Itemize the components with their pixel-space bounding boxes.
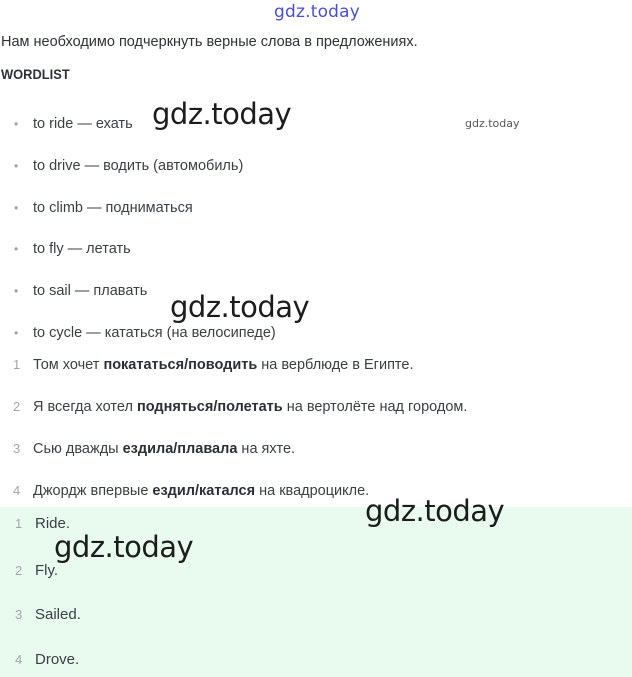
task-number: 1 — [13, 357, 21, 372]
task-text-before: Джордж впервые — [33, 483, 153, 499]
wordlist-item-text: to sail — плавать — [33, 283, 148, 299]
watermark: gdz.today — [54, 530, 194, 564]
watermark: gdz.today — [465, 117, 520, 130]
wordlist-item — [14, 283, 147, 299]
wordlist-item — [14, 158, 243, 174]
task-item — [13, 483, 369, 499]
task-text-after: на вертолёте над городом. — [282, 399, 468, 415]
bullet-icon: • — [14, 326, 19, 340]
wordlist-item-text: to fly — летать — [33, 241, 131, 257]
answer-text: Fly. — [35, 562, 59, 579]
task-choice: подняться/полетать — [136, 399, 283, 415]
task-text-before: Я всегда хотел — [33, 399, 137, 415]
task-number: 3 — [13, 441, 21, 456]
answer-item — [15, 606, 81, 623]
bullet-icon: • — [14, 117, 19, 131]
task-choice: ездила/плавала — [122, 441, 238, 457]
answer-number: 3 — [15, 607, 23, 622]
task-text-before: Сью дважды — [33, 441, 123, 457]
answer-text: Sailed. — [35, 606, 81, 623]
task-choice: ездил/катался — [152, 483, 256, 499]
bullet-icon: • — [14, 242, 19, 256]
task-item — [13, 357, 414, 373]
wordlist-item-text: to cycle — кататься (на велосипеде) — [33, 325, 276, 341]
answer-number: 4 — [15, 652, 23, 667]
answer-text: Ride. — [35, 515, 71, 532]
task-item — [13, 399, 467, 415]
wordlist-item — [14, 325, 276, 341]
answer-item — [15, 651, 79, 668]
wordlist-item-text: to ride — ехать — [33, 116, 133, 132]
answer-number: 2 — [15, 563, 23, 578]
answer-number: 1 — [15, 516, 23, 531]
watermark: gdz.today — [365, 494, 505, 528]
wordlist-item — [14, 200, 193, 216]
watermark: gdz.today — [170, 290, 310, 324]
wordlist-item-text: to climb — подниматься — [33, 200, 193, 216]
bullet-icon: • — [14, 284, 19, 298]
answer-item — [15, 562, 58, 579]
wordlist-item-text: to drive — водить (автомобиль) — [33, 158, 244, 174]
bullet-icon: • — [14, 159, 19, 173]
watermark: gdz.today — [152, 97, 292, 131]
answer-text: Drove. — [35, 651, 80, 668]
task-number: 4 — [13, 483, 21, 498]
wordlist-item — [14, 241, 131, 257]
task-choice: покататься/поводить — [103, 357, 258, 373]
task-text-after: на верблюде в Египте. — [257, 357, 414, 373]
task-instruction: Нам необходимо подчеркнуть верные слова в предложениях. — [1, 34, 418, 50]
wordlist-heading: WORDLIST — [1, 66, 70, 82]
task-text-after: на яхте. — [237, 441, 296, 457]
bullet-icon: • — [14, 201, 19, 215]
task-text-after: на квадроцикле. — [255, 483, 370, 499]
task-text-before: Том хочет — [33, 357, 104, 373]
site-watermark-top: gdz.today — [274, 2, 361, 22]
task-item — [13, 441, 295, 457]
wordlist-item — [14, 116, 133, 132]
task-number: 2 — [13, 399, 21, 414]
